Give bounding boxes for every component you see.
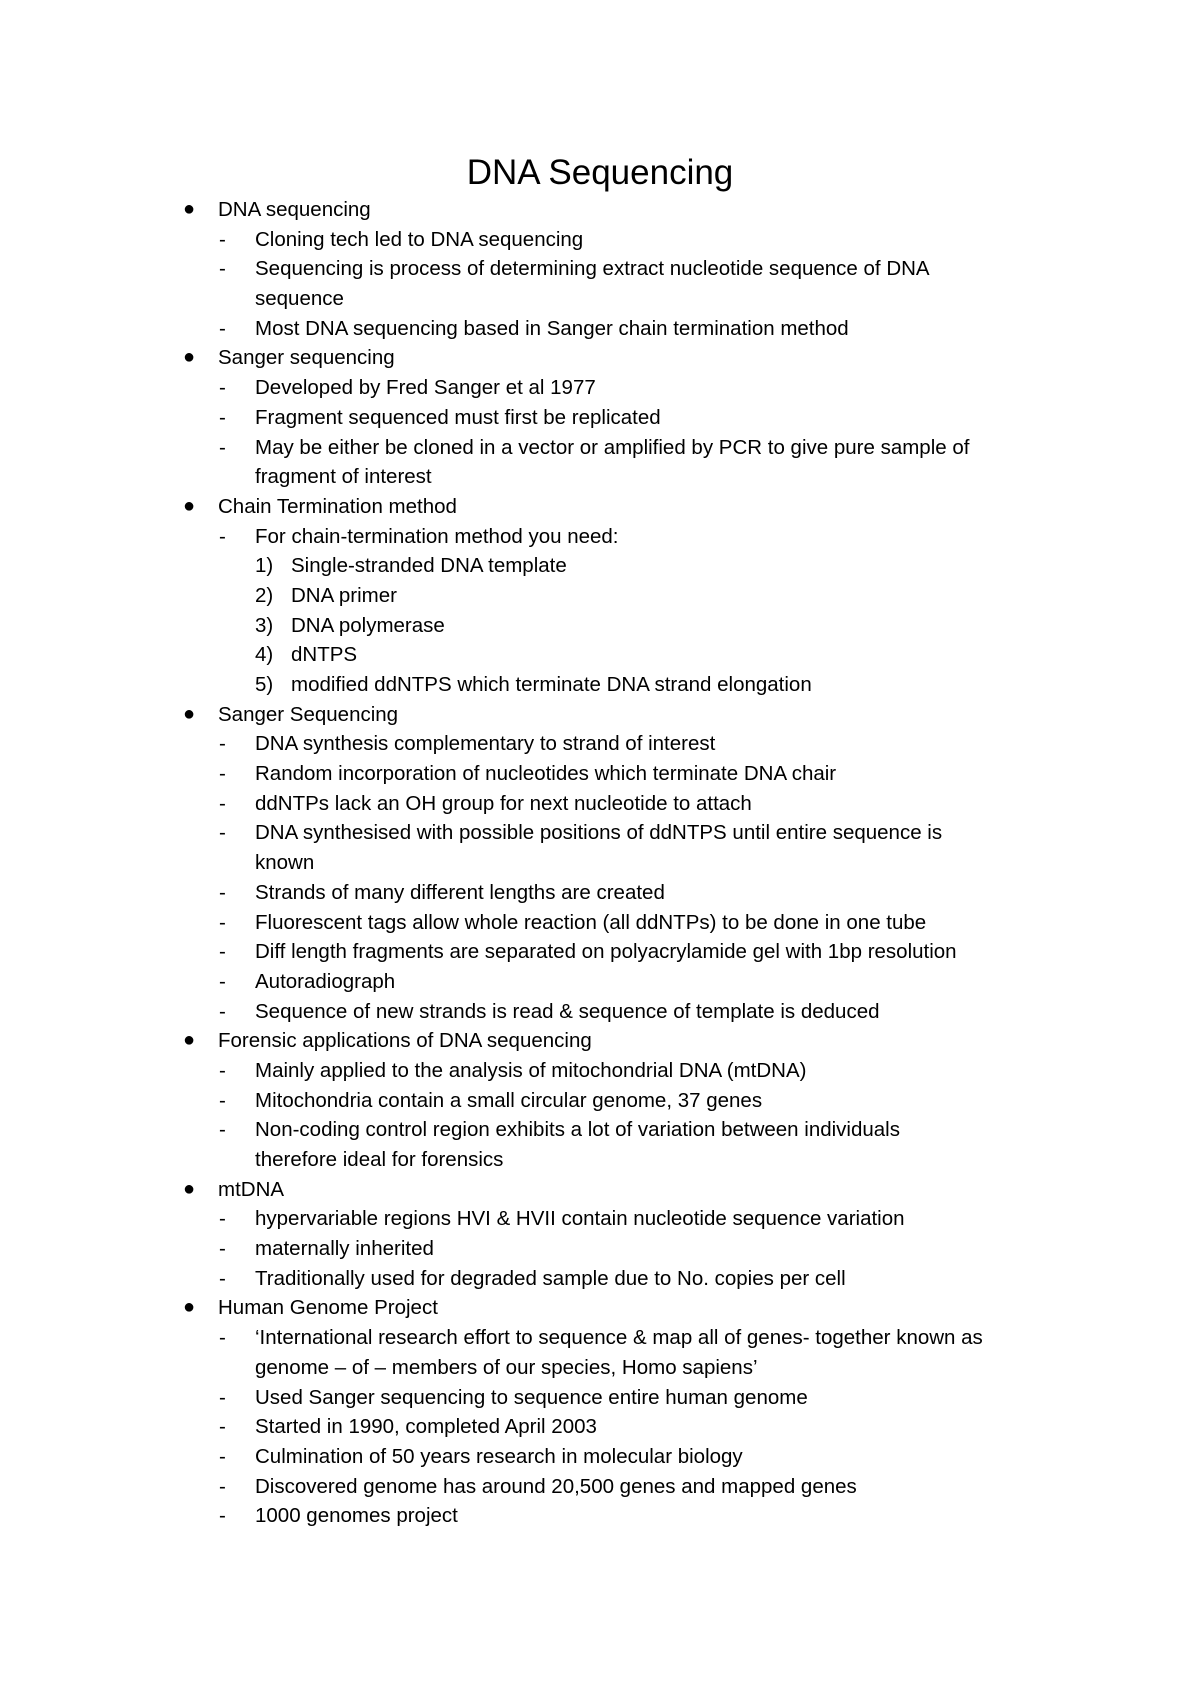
list-item [0,1383,1200,1413]
list-item [0,1234,1200,1264]
list-item-text: Developed by Fred Sanger et al 1977 [255,376,596,400]
list-item-continuation [0,848,1200,878]
list-item-text: ‘International research effort to sequence & map all of genes- together known as [255,1326,983,1350]
bullet-icon: ● [183,1177,196,1200]
bullet-icon: ● [183,494,196,517]
list-item-continuation [0,1353,1200,1383]
section-heading: mtDNA [218,1177,285,1201]
dash-marker: - [219,435,226,459]
list-item [0,1472,1200,1502]
section-heading-row [0,195,1200,225]
bullet-icon: ● [183,1029,196,1052]
list-item-text: sequence [255,287,344,311]
list-item [0,581,1200,611]
number-marker: 1) [255,554,274,578]
dash-marker: - [219,1415,226,1439]
dash-marker: - [219,227,226,251]
list-item [0,967,1200,997]
section-heading-row [0,700,1200,730]
list-item-text: Random incorporation of nucleotides which terminate DNA chair [255,762,837,786]
number-marker: 4) [255,643,274,667]
list-item-text: Autoradiograph [255,969,396,993]
notes-content [0,195,1200,1531]
dash-marker: - [219,1088,226,1112]
list-item-text: DNA primer [291,583,397,607]
dash-marker: - [219,999,226,1023]
dash-marker: - [219,732,226,756]
section-heading-row [0,1026,1200,1056]
section-heading: DNA sequencing [218,198,371,221]
dash-marker: - [219,1326,226,1350]
dash-marker: - [219,940,226,964]
list-item-text: Discovered genome has around 20,500 genes and mapped genes [255,1474,857,1498]
list-item-text: Most DNA sequencing based in Sanger chain termination method [255,316,849,340]
list-item [0,1264,1200,1294]
section-heading: Sanger sequencing [218,346,395,370]
number-marker: 2) [255,583,274,607]
bullet-icon: ● [183,198,196,220]
list-item [0,433,1200,463]
list-item-text: DNA synthesised with possible positions of ddNTPS until entire sequence is [255,821,943,845]
list-item-text: Culmination of 50 years research in molecular biology [255,1444,743,1468]
dash-marker: - [219,1444,226,1468]
list-item [0,818,1200,848]
list-item [0,1442,1200,1472]
list-item [0,729,1200,759]
list-item [0,1412,1200,1442]
list-item-text: Mitochondria contain a small circular genome, 37 genes [255,1088,763,1112]
list-item-text: modified ddNTPS which terminate DNA strand elongation [291,673,812,696]
list-item [0,789,1200,819]
dash-marker: - [219,1266,226,1290]
dash-marker: - [219,910,226,934]
dash-marker: - [219,762,226,786]
list-item-text: May be either be cloned in a vector or amplified by PCR to give pure sample of [255,435,970,459]
list-item-text: maternally inherited [255,1237,434,1261]
section-heading-row [0,343,1200,373]
list-item [0,908,1200,938]
list-item [0,759,1200,789]
list-item-text: Started in 1990, completed April 2003 [255,1415,597,1439]
list-item-text: therefore ideal for forensics [255,1148,504,1171]
dash-marker: - [219,405,226,429]
list-item-text: Sequence of new strands is read & sequence of template is deduced [255,999,880,1023]
list-item-text: Fluorescent tags allow whole reaction (all ddNTPs) to be done in one tube [255,910,927,934]
list-item [0,611,1200,641]
list-item [0,1204,1200,1234]
dash-marker: - [219,257,226,281]
list-item [0,314,1200,344]
list-item-text: Traditionally used for degraded sample due to No. copies per cell [255,1266,846,1290]
dash-marker: - [219,821,226,845]
list-item [0,225,1200,255]
section-heading: Sanger Sequencing [218,702,399,726]
list-item-text: Fragment sequenced must first be replicated [255,405,661,429]
bullet-icon: ● [183,1296,196,1319]
list-item [0,373,1200,403]
list-item-text: fragment of interest [255,465,432,489]
list-item-text: Strands of many different lengths are created [255,880,665,904]
dash-marker: - [219,1474,226,1498]
dash-marker: - [219,1385,226,1409]
list-item [0,1056,1200,1086]
list-item-text: ddNTPs lack an OH group for next nucleotide to attach [255,791,752,815]
list-item-text: For chain-termination method you need: [255,524,619,548]
list-item [0,640,1200,670]
list-item [0,878,1200,908]
list-item-continuation [0,1145,1200,1175]
list-item [0,254,1200,284]
bullet-icon: ● [183,702,196,725]
list-item-text: Mainly applied to the analysis of mitochondrial DNA (mtDNA) [255,1058,807,1082]
bullet-icon: ● [183,346,196,369]
list-item [0,551,1200,581]
dash-marker: - [219,1237,226,1261]
dash-marker: - [219,880,226,904]
dash-marker: - [219,316,226,340]
list-item [0,1086,1200,1116]
section-heading-row [0,492,1200,522]
number-marker: 5) [255,673,274,696]
list-item [0,937,1200,967]
list-item-text: Diff length fragments are separated on polyacrylamide gel with 1bp resolution [255,940,957,964]
list-item-text: Non-coding control region exhibits a lot of variation between individuals [255,1118,900,1142]
list-item-text: known [255,851,315,875]
dash-marker: - [219,969,226,993]
number-marker: 3) [255,613,274,637]
dash-marker: - [219,1504,226,1528]
section-heading-row [0,1175,1200,1205]
list-item-text: hypervariable regions HVI & HVII contain nucleotide sequence variation [255,1207,905,1231]
list-item-text: 1000 genomes project [255,1504,458,1528]
list-item-text: dNTPS [291,643,358,667]
page-title: DNA Sequencing [466,153,734,192]
list-item-text: Single-stranded DNA template [291,554,567,578]
dash-marker: - [219,376,226,400]
dash-marker: - [219,1118,226,1142]
list-item-continuation [0,462,1200,492]
dash-marker: - [219,1058,226,1082]
list-item-text: Cloning tech led to DNA sequencing [255,227,584,251]
section-heading-row [0,1293,1200,1323]
list-item [0,1115,1200,1145]
dash-marker: - [219,524,226,548]
list-item-text: DNA synthesis complementary to strand of interest [255,732,716,756]
list-item [0,522,1200,552]
dash-marker: - [219,1207,226,1231]
section-heading: Human Genome Project [218,1296,438,1320]
list-item [0,403,1200,433]
list-item [0,997,1200,1027]
dash-marker: - [219,791,226,815]
list-item [0,670,1200,700]
list-item-text: DNA polymerase [291,613,445,637]
list-item [0,1501,1200,1531]
section-heading: Chain Termination method [218,494,457,518]
list-item-continuation [0,284,1200,314]
list-item-text: Used Sanger sequencing to sequence entire human genome [255,1385,808,1409]
section-heading: Forensic applications of DNA sequencing [218,1029,592,1053]
list-item-text: Sequencing is process of determining extract nucleotide sequence of DNA [255,257,930,281]
list-item-text: genome – of – members of our species, Homo sapiens’ [255,1355,758,1379]
list-item [0,1323,1200,1353]
